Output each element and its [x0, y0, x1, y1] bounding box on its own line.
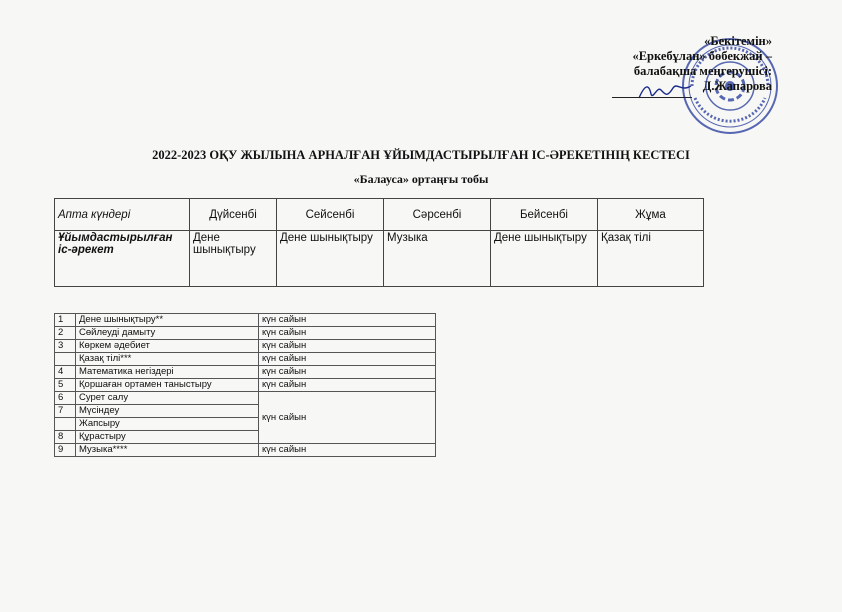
header-wednesday: Сәрсенбі	[384, 199, 491, 231]
weekly-schedule-table	[54, 198, 704, 287]
row-number: 9	[55, 444, 76, 457]
activity-name: Сурет салу	[76, 392, 259, 405]
row-number	[55, 418, 76, 431]
activity-frequency: күн сайын	[259, 379, 436, 392]
activity-frequency: күн сайын	[259, 444, 436, 457]
header-weekdays: Апта күндері	[55, 199, 190, 231]
row-number: 8	[55, 431, 76, 444]
activity-frequency: күн сайын	[259, 327, 436, 340]
activity-name: Сөйлеуді дамыту	[76, 327, 259, 340]
table-row	[55, 444, 436, 457]
schedule-row	[55, 231, 704, 287]
header-thursday: Бейсенбі	[491, 199, 598, 231]
table-row	[55, 379, 436, 392]
table-row	[55, 366, 436, 379]
activity-frequency: күн сайын	[259, 366, 436, 379]
row-number: 4	[55, 366, 76, 379]
row-number: 3	[55, 340, 76, 353]
table-row	[55, 340, 436, 353]
handwritten-signature	[635, 80, 695, 102]
table-row	[55, 392, 436, 405]
activity-name: Көркем әдебиет	[76, 340, 259, 353]
cell-wednesday: Музыка	[384, 231, 491, 287]
activity-name: Қазақ тілі***	[76, 353, 259, 366]
activity-name: Дене шынықтыру**	[76, 314, 259, 327]
row-number: 2	[55, 327, 76, 340]
header-tuesday: Сейсенбі	[277, 199, 384, 231]
row-number: 5	[55, 379, 76, 392]
activity-name: Музыка****	[76, 444, 259, 457]
document-title: 2022-2023 ОҚУ ЖЫЛЫНА АРНАЛҒАН ҰЙЫМДАСТЫРЫЛҒАН ІС-ӘРЕКЕТІНІҢ КЕСТЕСІ	[152, 148, 690, 162]
header-monday: Дүйсенбі	[190, 199, 277, 231]
row-number: 1	[55, 314, 76, 327]
schedule-header-row	[55, 199, 704, 231]
signature-line	[612, 97, 692, 98]
activity-name: Құрастыру	[76, 431, 259, 444]
activity-frequency: күн сайын	[259, 314, 436, 327]
cell-monday: Дене шынықтыру	[190, 231, 277, 287]
table-row	[55, 353, 436, 366]
cell-friday: Қазақ тілі	[598, 231, 704, 287]
activity-frequency: күн сайын	[259, 340, 436, 353]
activity-frequency-merged: күн сайын	[259, 392, 436, 444]
activity-name: Жапсыру	[76, 418, 259, 431]
cell-tuesday: Дене шынықтыру	[277, 231, 384, 287]
activity-plan-table	[54, 313, 436, 457]
table-row	[55, 327, 436, 340]
approval-position: балабақша меңгерушісі:	[633, 64, 772, 78]
cell-thursday: Дене шынықтыру	[491, 231, 598, 287]
activity-name: Қоршаған ортамен таныстыру	[76, 379, 259, 392]
row-label: Ұйымдастырылған іс-әрекет	[55, 231, 190, 287]
row-number	[55, 353, 76, 366]
group-subtitle: «Балауса» ортаңғы тобы	[353, 172, 489, 186]
approval-org: «Еркебұлан» бөбекжай –	[632, 49, 772, 63]
row-number: 6	[55, 392, 76, 405]
row-number: 7	[55, 405, 76, 418]
activity-name: Мүсіндеу	[76, 405, 259, 418]
table-row	[55, 314, 436, 327]
approval-name: Д.Жапарова	[702, 79, 772, 93]
approval-heading: «Бекітемін»	[704, 34, 772, 48]
header-friday: Жұма	[598, 199, 704, 231]
activity-name: Математика негіздері	[76, 366, 259, 379]
activity-frequency: күн сайын	[259, 353, 436, 366]
